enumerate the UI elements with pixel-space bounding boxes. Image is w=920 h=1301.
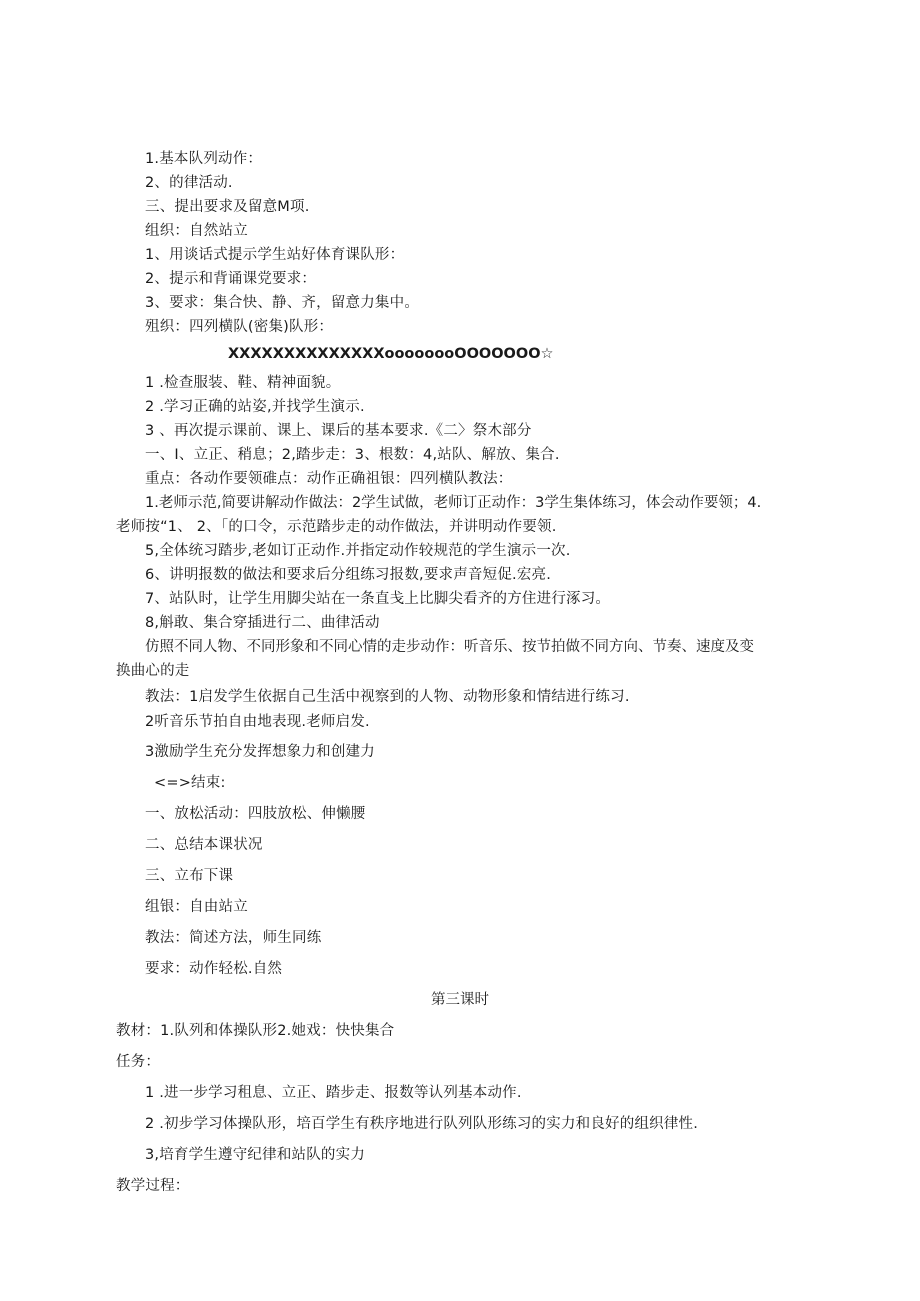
formation-diagram-text: XXXXXXXXXXXXXXoooooooOOOOOOO☆ [228, 346, 554, 362]
text-line: 6、讲明报数的做法和要求后分组练习报数,要求声音短促.宏亮. [145, 567, 552, 583]
text-line: 仿照不同人物、不同形象和不同心情的走步动作：听音乐、按节拍做不同方向、节奏、速度及变 [145, 639, 754, 655]
text-line: 换曲心的走 [116, 663, 190, 679]
text-line: 2听音乐节拍自由地表现.老师启发. [145, 714, 370, 730]
text-line: 3激励学生充分发挥想象力和创建力 [145, 744, 375, 760]
text-line: 5,全体统习踏步,老如订正动作.并指定动作较规范的学生演示一次. [145, 543, 571, 559]
text-line: <=>结束: [154, 775, 226, 791]
text-line: 三、立布下课 [145, 868, 234, 884]
text-line: 二、总结本课状况 [145, 837, 263, 853]
text-line: 要求：动作轻松.自然 [145, 961, 283, 977]
text-line: 1.基本队列动作： [145, 151, 263, 167]
text-line: 教法：1启发学生依据自己生活中视察到的人物、动物形象和情结进行练习. [145, 689, 630, 705]
text-line: 2、提示和背诵课党要求： [145, 271, 317, 287]
text-line: 重点：各动作要领碓点：动作正确祖银：四列横队教法： [145, 471, 513, 487]
text-line: 教材：1.队列和体操队形2.她戏：快快集合 [116, 1023, 395, 1039]
section-title: 第三课时 [431, 992, 489, 1008]
text-line: 2 .初步学习体操队形，培百学生有秩序地进行队列队形练习的实力和良好的组织律性. [145, 1116, 699, 1132]
text-line: 教法：简述方法，师生同练 [145, 930, 322, 946]
text-line: 3 、再次提示课前、课上、课后的基本要求.《二〉祭木部分 [145, 423, 532, 439]
text-line: 一、放松活动：四肢放松、伸懒腰 [145, 806, 366, 822]
text-line: 组银：自由站立 [145, 899, 248, 915]
text-line: 8,斛敢、集合穿插进行二、曲律活动 [145, 615, 380, 631]
text-line: 1.老师示范,简要讲解动作做法：2学生试做，老师订正动作：3学生集体练习，体会动作要领；4. [145, 495, 762, 511]
text-line: 2、的律活动. [145, 175, 233, 191]
text-line: 组织：自然站立 [145, 223, 248, 239]
text-line: 1 .进一步学习租息、立正、踏步走、报数等认列基本动作. [145, 1085, 522, 1101]
text-line: 3,培育学生遵守纪律和站队的实力 [145, 1147, 366, 1163]
text-line: 殂织：四列横队(密集)队形： [145, 319, 334, 335]
text-line: 任务： [116, 1054, 161, 1070]
text-line: 1、用谈话式提示学生站好体育课队形： [145, 247, 405, 263]
text-line: 7、站队时，让学生用脚尖站在一条直戋上比脚尖看齐的方住进行涿习。 [145, 591, 611, 607]
text-line: 老师按“1、 2、「的口令，示范踏步走的动作做法，并讲明动作要领. [116, 519, 557, 535]
text-line: 1 .检查服装、鞋、精神面貌。 [145, 375, 341, 391]
text-line: 2 .学习正确的站姿,并找学生演示. [145, 399, 365, 415]
text-line: 三、提出要求及留意M项. [145, 199, 310, 215]
text-line: 3、要求：集合快、静、齐，留意力集中。 [145, 295, 420, 311]
text-line: 一、I、立正、稍息；2,踏步走：3、根数：4,站队、解放、集合. [145, 447, 560, 463]
text-line: 教学过程： [116, 1178, 190, 1194]
